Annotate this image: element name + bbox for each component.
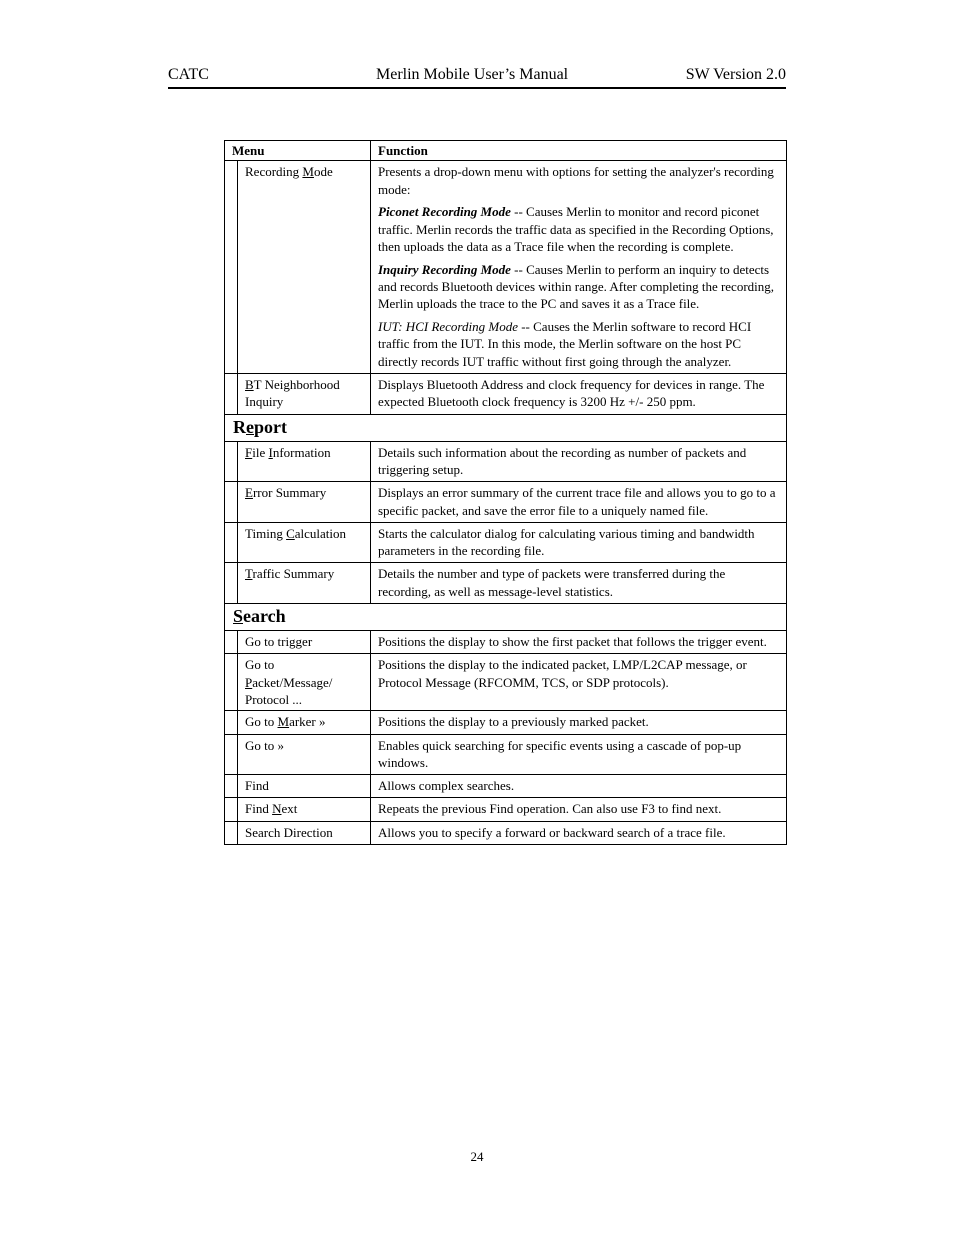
indent-cell	[225, 482, 238, 523]
menu-item-go-to-marker: Go to Marker »	[238, 711, 371, 734]
section-title-report: Report	[225, 414, 787, 441]
indent-cell	[225, 522, 238, 563]
menu-item-file-information: File Information	[238, 441, 371, 482]
table-row	[225, 821, 787, 844]
menu-item-search-direction: Search Direction	[238, 821, 371, 844]
menu-item-timing-calculation: Timing Calculation	[238, 522, 371, 563]
function-description: Allows you to specify a forward or backward search of a trace file.	[371, 821, 787, 844]
function-description: Positions the display to show the first packet that follows the trigger event.	[371, 631, 787, 654]
menu-function-table	[224, 140, 787, 845]
table-row	[225, 522, 787, 563]
section-title-search: Search	[225, 604, 787, 631]
function-description: Details such information about the recording as number of packets and triggering setup.	[371, 441, 787, 482]
column-header-menu: Menu	[225, 141, 371, 161]
indent-cell	[225, 374, 238, 415]
recording-mode-intro: Presents a drop-down menu with options for setting the analyzer's recording mode:	[378, 164, 774, 197]
table-row	[225, 775, 787, 798]
shortcut-letter: I	[268, 444, 273, 460]
indent-cell	[225, 798, 238, 821]
menu-item-find-next: Find Next	[238, 798, 371, 821]
function-description: Allows complex searches.	[371, 775, 787, 798]
shortcut-letter: P	[245, 674, 253, 690]
indent-cell	[225, 563, 238, 604]
menu-item-traffic-summary: Traffic Summary	[238, 563, 371, 604]
function-description: Positions the display to the indicated packet, LMP/L2CAP message, or Protocol Message (RFCOMM, TCS, or SDP protocols).	[371, 654, 787, 711]
indent-cell	[225, 654, 238, 711]
menu-item-bt-neighborhood-inquiry: BT Neighborhood Inquiry	[238, 374, 371, 415]
shortcut-letter: B	[245, 377, 254, 393]
mode-inquiry: Inquiry Recording Mode -- Causes Merlin to perform an inquiry to detects and records Bluetooth devices within range. After completing the recording, Merlin uploads the trace to the PC and saves it as a Trace file.	[378, 261, 775, 312]
table-row	[225, 374, 787, 415]
column-header-function: Function	[371, 141, 787, 161]
header-title: Merlin Mobile User’s Manual	[376, 66, 569, 83]
table-row	[225, 441, 787, 482]
section-row-report	[225, 414, 787, 441]
table-row	[225, 631, 787, 654]
table-row	[225, 798, 787, 821]
shortcut-letter: F	[245, 444, 253, 460]
indent-cell	[225, 711, 238, 734]
table-row	[225, 161, 787, 374]
mode-name: Inquiry Recording Mode	[378, 261, 511, 277]
shortcut-letter: T	[245, 566, 253, 582]
menu-item-go-to-trigger: Go to trigger	[238, 631, 371, 654]
table-row	[225, 711, 787, 734]
section-row-search	[225, 604, 787, 631]
indent-cell	[225, 734, 238, 775]
shortcut-letter: M	[277, 714, 290, 730]
shortcut-letter: M	[302, 164, 314, 180]
function-description: Displays an error summary of the current trace file and allows you to go to a specific packet, and save the error file to a uniquely named file.	[371, 482, 787, 523]
mode-name: IUT: HCI Recording Mode	[378, 319, 518, 335]
function-description: Enables quick searching for specific events using a cascade of pop-up windows.	[371, 734, 787, 775]
shortcut-letter: N	[272, 801, 282, 817]
table-row	[225, 563, 787, 604]
menu-item-recording-mode: Recording Mode	[238, 161, 371, 374]
table-header-row	[225, 141, 787, 161]
indent-cell	[225, 441, 238, 482]
menu-item-go-to: Go to »	[238, 734, 371, 775]
menu-item-find: Find	[238, 775, 371, 798]
function-description	[371, 161, 787, 374]
indent-cell	[225, 821, 238, 844]
mode-iut-hci: IUT: HCI Recording Mode -- Causes the Merlin software to record HCI traffic from the IUT. In this mode, the Merlin software on the host PC directly records IUT traffic without first going through the analyzer.	[378, 319, 752, 369]
indent-cell	[225, 631, 238, 654]
page-header	[168, 64, 786, 89]
menu-item-error-summary: Error Summary	[238, 482, 371, 523]
function-description: Starts the calculator dialog for calculating various timing and bandwidth parameters in the recording file.	[371, 522, 787, 563]
table-row	[225, 482, 787, 523]
header-company: CATC	[168, 66, 209, 83]
function-description: Displays Bluetooth Address and clock frequency for devices in range. The expected Bluetooth clock frequency is 3200 Hz +/- 250 ppm.	[371, 374, 787, 415]
menu-item-go-to-packet: Go to Packet/Message/ Protocol ...	[238, 654, 371, 711]
shortcut-letter: C	[286, 525, 295, 541]
table-row	[225, 654, 787, 711]
function-description: Positions the display to a previously marked packet.	[371, 711, 787, 734]
indent-cell	[225, 775, 238, 798]
shortcut-letter: S	[233, 606, 244, 627]
mode-piconet: Piconet Recording Mode -- Causes Merlin to monitor and record piconet traffic. Merlin records the traffic data as specified in the Recording Options, then uploads the data as a Trace file when the recording is complete.	[378, 204, 774, 254]
shortcut-letter: e	[246, 416, 254, 437]
function-description: Details the number and type of packets were transferred during the recording, as well as message-level statistics.	[371, 563, 787, 604]
page-number: 24	[470, 1149, 484, 1164]
header-version: SW Version 2.0	[685, 66, 786, 83]
mode-name: Piconet Recording Mode	[378, 204, 511, 220]
function-description: Repeats the previous Find operation. Can also use F3 to find next.	[371, 798, 787, 821]
table-row	[225, 734, 787, 775]
shortcut-letter: E	[245, 485, 253, 501]
indent-cell	[225, 161, 238, 374]
